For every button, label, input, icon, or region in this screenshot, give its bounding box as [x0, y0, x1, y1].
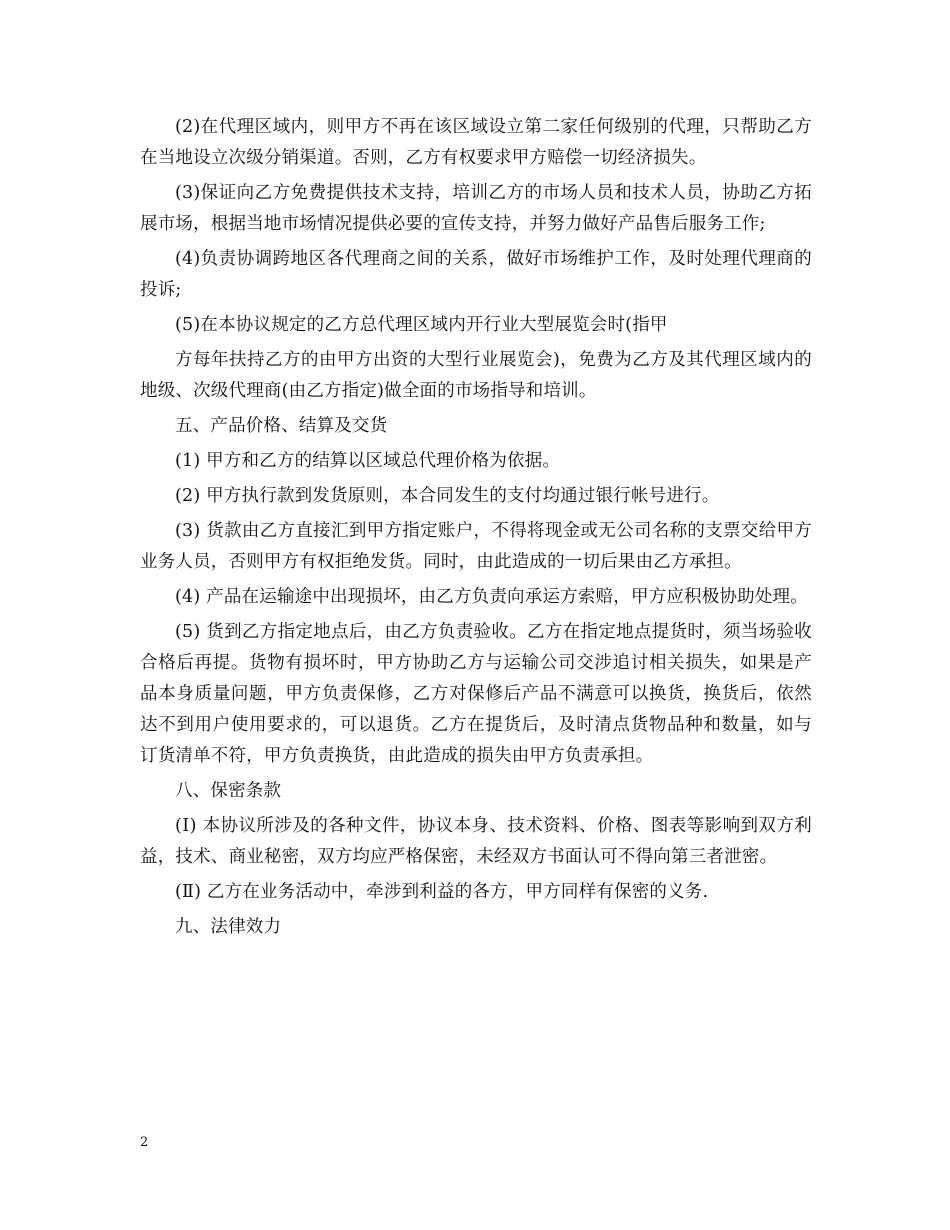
paragraph-clause-4: (4)负责协调跨地区各代理商之间的关系，做好市场维护工作，及时处理代理商的投诉; [140, 249, 812, 300]
paragraph-clause-3: (3)保证向乙方免费提供技术支持，培训乙方的市场人员和技术人员，协助乙方拓展市场，根据当地市场情况提供必要的宣传支持，并努力做好产品售后服务工作; [140, 183, 812, 234]
paragraph-clause-5-continued: 方每年扶持乙方的由甲方出资的大型行业展览会)，免费为乙方及其代理区域内的地级、次级代理商(由乙方指定)做全面的市场指导和培训。 [140, 350, 812, 401]
paragraph-pricing-5: (5) 货到乙方指定地点后，由乙方负责验收。乙方在指定地点提货时，须当场验收合格后再提。货物有损坏时，甲方协助乙方与运输公司交涉追讨相关损失，如果是产品本身质量问题，甲方负责保修，乙方对保修后产品不满意可以换货，换货后，依然达不到用户使用要求的，可以退货。乙方在提货后，及时清点货物品种和数量，如与订货清单不符，甲方负责换货，由此造成的损失由甲方负责承担。 [140, 622, 812, 766]
paragraph-clause-5: (5)在本协议规定的乙方总代理区域内开行业大型展览会时(指甲 [175, 315, 668, 335]
section-heading-confidentiality: 八、保密条款 [175, 781, 282, 801]
paragraph-confidentiality-1: (Ⅰ) 本协议所涉及的各种文件，协议本身、技术资料、价格、图表等影响到双方利 益，技术、商业秘密，双方均应严格保密，未经双方书面认可不得向第三者泄密。 [140, 816, 812, 867]
document-body [140, 112, 812, 947]
section-heading-pricing: 五、产品价格、结算及交货 [175, 416, 388, 436]
paragraph-clause-2: (2)在代理区域内，则甲方不再在该区域设立第二家任何级别的代理，只帮助乙方在当地设立次级分销渠道。否则，乙方有权要求甲方赔偿一切经济损失。 [140, 117, 812, 168]
paragraph-pricing-1: (1) 甲方和乙方的结算以区域总代理价格为依据。 [175, 451, 561, 471]
paragraph-pricing-2: (2) 甲方执行款到发货原则，本合同发生的支付均通过银行帐号进行。 [175, 486, 720, 506]
paragraph-pricing-3: (3) 货款由乙方直接汇到甲方指定账户，不得将现金或无公司名称的支票交给甲方业务人员，否则甲方有权拒绝发货。同时，由此造成的一切后果由乙方承担。 [140, 521, 812, 572]
paragraph-confidentiality-2: (Ⅱ) 乙方在业务活动中，牵涉到利益的各方，甲方同样有保密的义务. [175, 882, 709, 902]
paragraph-pricing-4: (4) 产品在运输途中出现损坏，由乙方负责向承运方索赔，甲方应积极协助处理。 [175, 587, 808, 607]
page-number: 2 [140, 1135, 149, 1150]
section-heading-legal-effect: 九、法律效力 [175, 917, 282, 937]
